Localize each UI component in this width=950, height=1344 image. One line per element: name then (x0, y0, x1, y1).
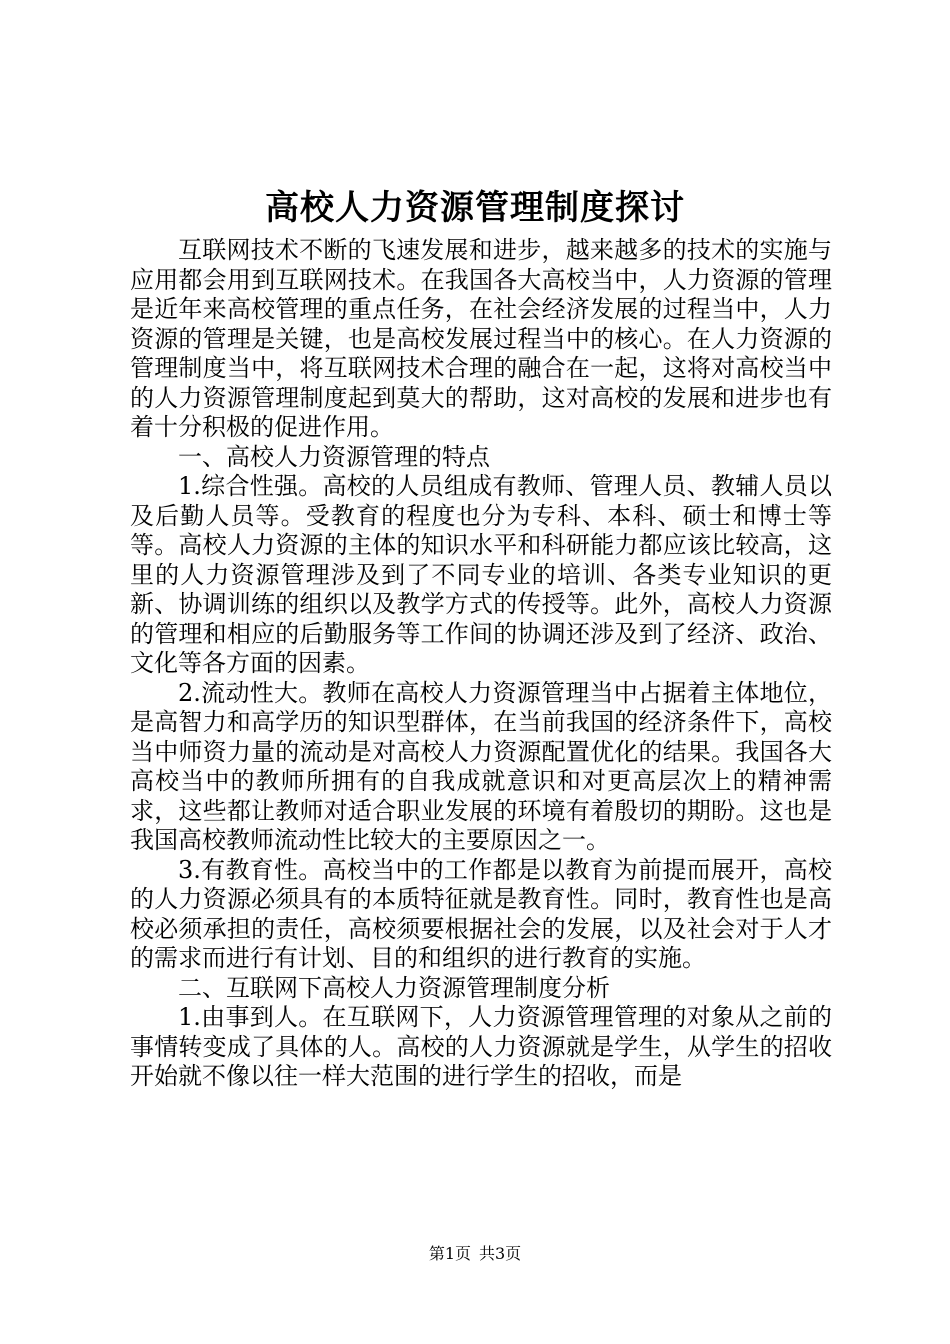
page-footer (0, 1244, 950, 1264)
intro-paragraph: 互联网技术不断的飞速发展和进步，越来越多的技术的实施与应用都会用到互联网技术。在我国各大高校当中，人力资源的管理是近年来高校管理的重点任务，在社会经济发展的过程当中，人力资源的管理是关键，也是高校发展过程当中的核心。在人力资源的管理制度当中，将互联网技术合理的融合在一起，这将对高校当中的人力资源管理制度起到莫大的帮助，这对高校的发展和进步也有着十分积极的促进作用。 (130, 236, 832, 441)
page-number: 第1页 (428, 1244, 471, 1263)
document-title: 高校人力资源管理制度探讨 (265, 188, 685, 228)
section-heading: 一、高校人力资源管理的特点 (178, 442, 490, 471)
document-body (130, 236, 832, 1092)
section-heading: 二、互联网下高校人力资源管理制度分析 (178, 973, 610, 1002)
body-paragraph: 2.流动性大。教师在高校人力资源管理当中占据着主体地位，是高智力和高学历的知识型群体，在当前我国的经济条件下，高校当中师资力量的流动是对高校人力资源配置优化的结果。我国各大高校当中的教师所拥有的自我成就意识和对更高层次上的精神需求，这些都让教师对适合职业发展的环境有着殷切的期盼。这也是我国高校教师流动性比较大的主要原因之一。 (130, 678, 832, 854)
page-total: 共3页 (479, 1244, 522, 1263)
body-paragraph: 3.有教育性。高校当中的工作都是以教育为前提而展开，高校的人力资源必须具有的本质特征就是教育性。同时，教育性也是高校必须承担的责任，高校须要根据社会的发展，以及社会对于人才的需求而进行有计划、目的和组织的进行教育的实施。 (130, 855, 832, 972)
body-paragraph: 1.由事到人。在互联网下，人力资源管理管理的对象从之前的事情转变成了具体的人。高校的人力资源就是学生，从学生的招收开始就不像以往一样大范围的进行学生的招收，而是 (130, 1003, 832, 1090)
body-paragraph: 1.综合性强。高校的人员组成有教师、管理人员、教辅人员以及后勤人员等。受教育的程度也分为专科、本科、硕士和博士等等。高校人力资源的主体的知识水平和科研能力都应该比较高，这里的人力资源管理涉及到了不同专业的培训、各类专业知识的更新、协调训练的组织以及教学方式的传授等。此外，高校人力资源的管理和相应的后勤服务等工作间的协调还涉及到了经济、政治、文化等各方面的因素。 (130, 472, 832, 677)
